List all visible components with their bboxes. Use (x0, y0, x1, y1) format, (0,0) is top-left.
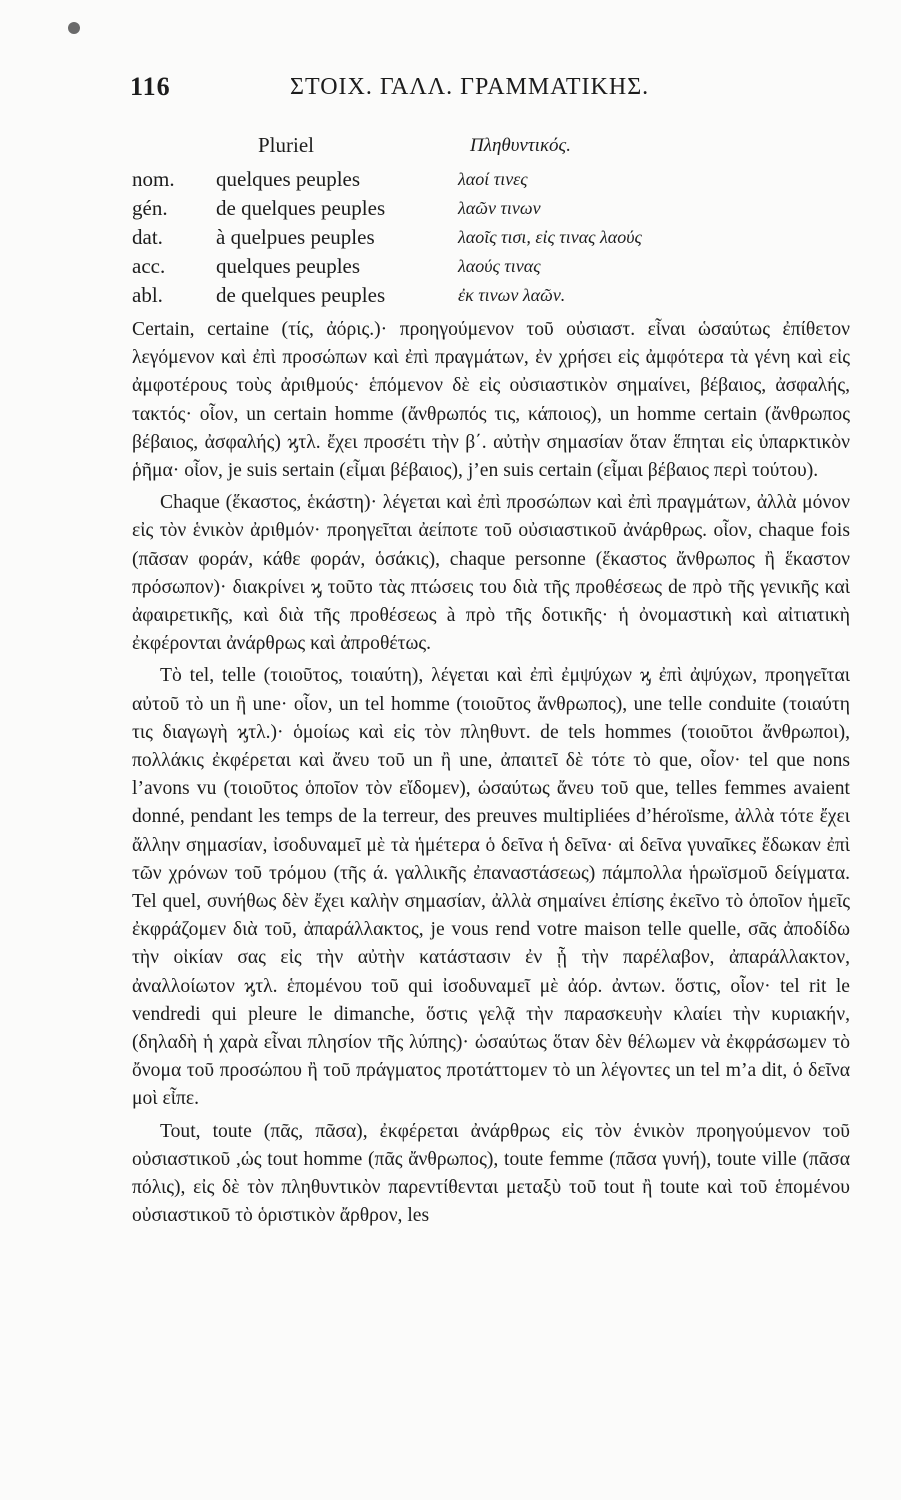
running-title: ΣΤΟΙΧ. ΓΑΛΛ. ΓΡΑΜΜΑΤΙΚΗΣ. (290, 74, 650, 100)
greek-form: λαοῖς τισι, εἰς τινας λαούς (458, 227, 642, 247)
greek-form: λαῶν τινων (458, 198, 541, 218)
declension-row (132, 167, 852, 196)
declension-row (132, 196, 852, 225)
page-header (130, 72, 810, 108)
case-label: nom. (132, 167, 175, 191)
greek-column-heading: Πληθυντικός. (470, 135, 572, 156)
declension-row (132, 254, 852, 283)
case-label: dat. (132, 225, 163, 249)
greek-form: λαοί τινες (458, 169, 528, 189)
paragraph-certain: Certain, certaine (τίς, ἀόρις.)· προηγούμενον τοῦ οὐσιαστ. εἶναι ὡσαύτως ἐπίθετον λεγόμενον καὶ ἐπὶ προσώπων καὶ ἐπὶ πραγμάτων, ἐν χρήσει εἰς ἀμφότερα τὰ γένη καὶ εἰς ἀμφοτέρους τοὺς ἀριθμούς· ἑπόμενον δὲ εἰς οὐσιαστικὸν σημαίνει, βέβαιος, ἀσφαλής, τακτός· οἷον, un certain homme (ἄνθρωπός τις, κάποιος), un homme certain (ἄνθρωπος βέβαιος, ἀσφαλής) ϗτλ. ἔχει προσέτι τὴν β΄. αὐτὴν σημασίαν ὅταν ἕπηται εἰς ὑπαρκτικὸν ῥῆμα· οἷον, je suis sertain (εἶμαι βέβαιος), j’en suis certain (εἶμαι βέβαιος περὶ τούτου). (132, 319, 850, 482)
french-form: de quelques peuples (216, 283, 386, 307)
french-form: quelques peuples (216, 167, 361, 191)
declension-heading-row (132, 133, 852, 167)
ink-dot (68, 22, 80, 34)
declension-row (132, 225, 852, 254)
paragraph-tout: Tout, toute (πᾶς, πᾶσα), ἐκφέρεται ἀνάρθρως εἰς τὸν ἑνικὸν προηγούμενον τοῦ οὐσιαστικοῦ ,ὡς tout homme (πᾶς ἄνθρωπος), toute femme (πᾶσα γυνή), toute ville (πᾶσα πόλις), εἰς δὲ τὸν πληθυντικὸν παρεντίθενται μεταξὺ τοῦ tout ἢ toute καὶ τοῦ ἑπομένου οὐσιαστικοῦ τὸ ὁριστικὸν ἄρθρον, les (132, 1120, 850, 1227)
case-label: acc. (132, 254, 166, 278)
french-form: à quelpues peuples (216, 225, 375, 249)
declension-row (132, 283, 852, 312)
case-label: gén. (132, 196, 168, 220)
greek-form: ἐκ τινων λαῶν. (458, 285, 566, 305)
french-form: de quelques peuples (216, 196, 386, 220)
greek-form: λαούς τινας (458, 256, 541, 276)
declension-table (132, 133, 852, 312)
paragraph-tel: Tὸ tel, telle (τοιοῦτος, τοιαύτη), λέγεται καὶ ἐπὶ ἐμψύχων ϗ ἐπὶ ἀψύχων, προηγεῖται αὐτοῦ τὸ un ἢ une· οἷον, un tel homme (τοιοῦτος ἄνθρωπος), une telle conduite (τοιαύτη τις διαγωγὴ ϗτλ.)· ὁμοίως καὶ εἰς τὸν πληθυντ. de tels hommes (τοιοῦτοι ἄνθρωποι), πολλάκις ἐκφέρεται καὶ ἄνευ τοῦ un ἢ une, ἀπαιτεῖ δὲ τότε τὸ que, οἷον· tel que nons l’avons vu (τοιοῦτος ὁποῖον τὸν εἴδομεν), ὡσαύτως ἄνευ τοῦ que, telles femmes avaient donné, pendant les temps de la terreur, des preuves multipliées d’héroïsme, ἀλλὰ τότε ἔχει ἄλλην σημασίαν, ἰσοδυναμεῖ μὲ τὰ ἡμέτερα ὁ δεῖνα ἡ δεῖνα· αἱ δεῖνα γυναῖκες ἔδωκαν ἐπὶ τῶν χρόνων τοῦ τρόμου (τῆς ά. γαλλικῆς ἐπαναστάσεως) πάμπολλα ἡρωϊσμοῦ δείγματα. Tel quel, συνήθως δὲν ἔχει καλὴν σημασίαν, ἀλλὰ σημαίνει ἐπίσης ἐκεῖνο τὸ ὁποῖον ἡμεῖς ἐκφράζομεν διὰ τοῦ, ἀπαράλλακτος, je vous rend votre maison telle quelle, σᾶς ἀποδίδω τὴν οἰκίαν σας εἰς τὴν αὐτὴν κατάστασιν ἐν ᾗ τὴν παρέλαβον, ἀπαράλλακτον, ἀναλλοίωτον ϗτλ. ἑπομένου τοῦ qui ἰσοδυναμεῖ μὲ ἀόρ. ἀντων. ὅστις, οἷον· tel rit le vendredi qui pleure le dimanche, ὅστις γελᾷ τὴν παρασκευὴν κλαίει τὴν κυριακήν, (δηλαδὴ ἡ χαρὰ εἶναι πλησίον τῆς λύπης)· ὡσαύτως ὅταν δὲν θέλωμεν νὰ ἐκφράσωμεν τὸ ὄνομα τοῦ προσώπου ἢ τοῦ πράγματος προτάττομεν τὸ un λέγοντες un tel m’a dit, ὁ δεῖνα μοὶ εἶπε. (132, 665, 850, 1110)
french-column-heading: Pluriel (258, 133, 314, 157)
page-number: 116 (130, 72, 171, 101)
paragraph-chaque: Chaque (ἕκαστος, ἑκάστη)· λέγεται καὶ ἐπὶ προσώπων καὶ ἐπὶ πραγμάτων, ἀλλὰ μόνον εἰς τὸν ἑνικὸν ἀριθμόν· προηγεῖται ἀείποτε τοῦ οὐσιαστικοῦ ἀνάρθρως. οἷον, chaque fois (πᾶσαν φοράν, κάθε φοράν, ὁσάκις), chaque personne (ἕκαστος ἄνθρωπος ἢ ἕκαστον πρόσωπον)· διακρίνει ϗ τοῦτο τὰς πτώσεις του διὰ τῆς προθέσεως de πρὸ τῆς γενικῆς καὶ ἀφαιρετικῆς, καὶ διὰ τῆς προθέσεως à πρὸ τῆς δοτικῆς· ἡ ὀνομαστικὴ καὶ αἰτιατικὴ ἐκφέρονται ἀνάρθρως καὶ ἀπροθέτως. (132, 492, 850, 655)
french-form: quelques peuples (216, 254, 361, 278)
body-text (132, 316, 850, 1231)
case-label: abl. (132, 283, 163, 307)
